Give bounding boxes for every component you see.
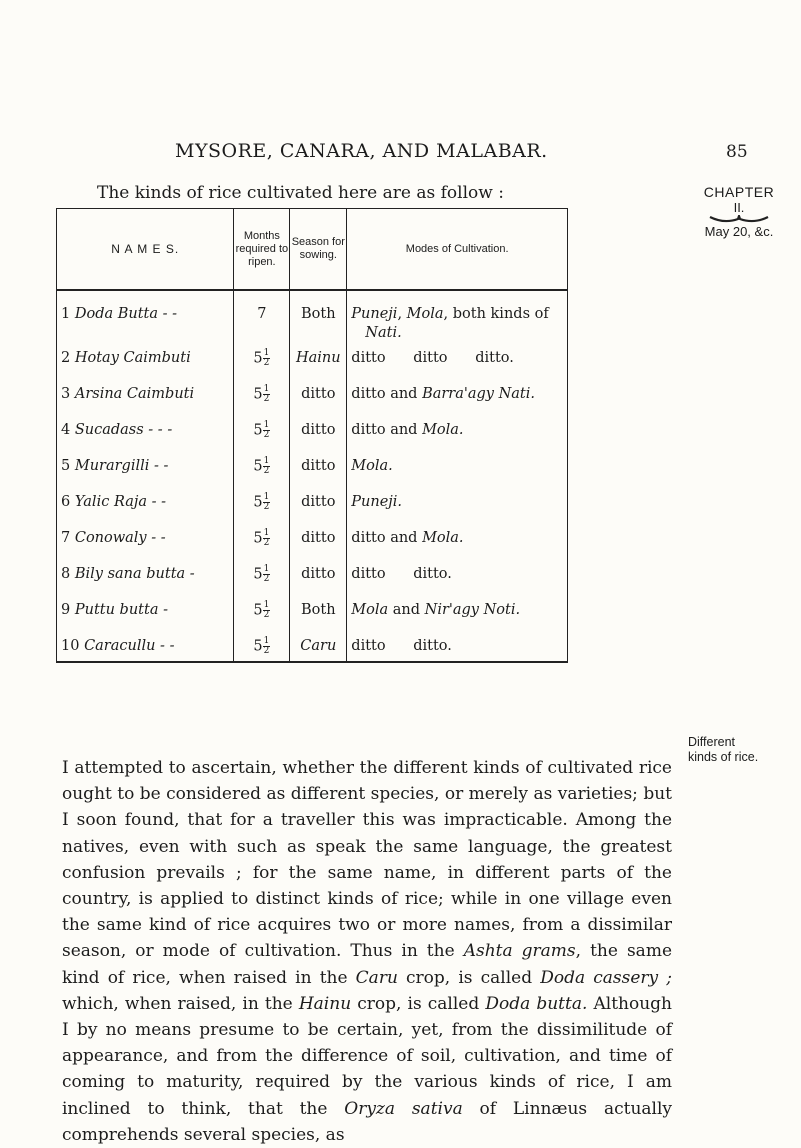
half-fraction: $\frac{1}{2}$ — [263, 492, 270, 512]
table-row — [57, 487, 568, 523]
mode-value: ditto ditto ditto. — [347, 343, 568, 379]
months-value: 5 $\frac{1}{2}$ — [234, 379, 290, 415]
season-value: Both — [290, 595, 347, 631]
season-value: ditto — [290, 415, 347, 451]
table-row — [57, 415, 568, 451]
rice-name: 2 Hotay Caimbuti — [57, 343, 234, 379]
table-row — [57, 343, 568, 379]
half-fraction: $\frac{1}{2}$ — [263, 348, 270, 368]
rice-name: 5 Murargilli - - — [57, 451, 234, 487]
header-modes: Modes of Cultivation. — [347, 209, 568, 291]
table-header-row — [57, 209, 568, 291]
months-value: 5 $\frac{1}{2}$ — [234, 343, 290, 379]
season-value: ditto — [290, 523, 347, 559]
margin-note-line: kinds of rice. — [688, 750, 759, 764]
months-value: 7 — [234, 290, 290, 343]
table-row — [57, 290, 568, 343]
margin-note — [688, 735, 788, 765]
brace-ornament-icon — [708, 215, 770, 224]
rice-name: 8 Bily sana butta - — [57, 559, 234, 595]
half-fraction: $\frac{1}{2}$ — [263, 528, 270, 548]
mode-value: Mola and Nir'agy Noti. — [347, 595, 568, 631]
table-row — [57, 523, 568, 559]
margin-note-line: Different — [688, 735, 736, 749]
mode-value: ditto and Mola. — [347, 523, 568, 559]
table-row — [57, 451, 568, 487]
months-value: 5 $\frac{1}{2}$ — [234, 523, 290, 559]
rice-name: 7 Conowaly - - — [57, 523, 234, 559]
mode-value: Mola. — [347, 451, 568, 487]
margin-chapter-note — [684, 185, 794, 239]
header-months: Months required to ripen. — [234, 209, 290, 291]
season-value: ditto — [290, 379, 347, 415]
months-value: 5 $\frac{1}{2}$ — [234, 595, 290, 631]
season-value: ditto — [290, 451, 347, 487]
header-names: N A M E S. — [57, 209, 234, 291]
table-row — [57, 631, 568, 662]
months-value: 5 $\frac{1}{2}$ — [234, 451, 290, 487]
table-row — [57, 379, 568, 415]
rice-name: 3 Arsina Caimbuti — [57, 379, 234, 415]
chapter-number: II. — [733, 200, 745, 215]
season-value: Hainu — [290, 343, 347, 379]
months-value: 5 $\frac{1}{2}$ — [234, 487, 290, 523]
rice-name: 4 Sucadass - - - — [57, 415, 234, 451]
half-fraction: $\frac{1}{2}$ — [263, 600, 270, 620]
season-value: ditto — [290, 487, 347, 523]
season-value: ditto — [290, 559, 347, 595]
mode-value: Puneji. — [347, 487, 568, 523]
season-value: Both — [290, 290, 347, 343]
half-fraction: $\frac{1}{2}$ — [263, 636, 270, 656]
mode-value: ditto ditto. — [347, 559, 568, 595]
season-value: Caru — [290, 631, 347, 662]
half-fraction: $\frac{1}{2}$ — [263, 456, 270, 476]
rice-name: 6 Yalic Raja - - — [57, 487, 234, 523]
half-fraction: $\frac{1}{2}$ — [263, 564, 270, 584]
mode-value: ditto and Mola. — [347, 415, 568, 451]
header-season: Season for sowing. — [290, 209, 347, 291]
intro-line: The kinds of rice cultivated here are as follow : — [97, 183, 504, 203]
half-fraction: $\frac{1}{2}$ — [263, 384, 270, 404]
rice-name: 9 Puttu butta - — [57, 595, 234, 631]
half-fraction: $\frac{1}{2}$ — [263, 420, 270, 440]
body-paragraph: I attempted to ascertain, whether the different kinds of cultivated rice ought to be considered as different species, or merely as varieties; but I soon found, that for a traveller this was impracticable. Among the natives, even with such as speak the same language, the greatest confusion prevails ; for the same name, in different parts of the country, is applied to distinct kinds of rice; while in one village even the same kind of rice acquires two or more names, from a dissimilar season, or mode of cultivation. Thus in the Ashta grams, the same kind of rice, when raised in the Caru crop, is called Doda cassery ; which, when raised, in the Hainu crop, is called Doda butta. Although I by no means presume to be certain, yet, from the dissimilitude of appearance, and from the difference of soil, cultivation, and time of coming to maturity, required by the various kinds of rice, I am inclined to think, that the Oryza sativa of Linnæus actually comprehends several species, as — [62, 758, 673, 1145]
page-number: 85 — [726, 142, 748, 162]
rice-kinds-table — [56, 208, 568, 663]
mode-value: ditto ditto. — [347, 631, 568, 662]
table-row — [57, 595, 568, 631]
months-value: 5 $\frac{1}{2}$ — [234, 559, 290, 595]
rice-name: 10 Caracullu - - — [57, 631, 234, 662]
running-head: MYSORE, CANARA, AND MALABAR. — [175, 140, 548, 162]
date-note: May 20, &c. — [704, 224, 774, 239]
chapter-label: CHAPTER — [703, 184, 775, 200]
months-value: 5 $\frac{1}{2}$ — [234, 415, 290, 451]
table-row — [57, 559, 568, 595]
rice-name: 1 Doda Butta - - — [57, 290, 234, 343]
mode-value: ditto and Barra'agy Nati. — [347, 379, 568, 415]
months-value: 5 $\frac{1}{2}$ — [234, 631, 290, 662]
mode-value: Puneji, Mola, both kinds of Nati. — [347, 290, 568, 343]
